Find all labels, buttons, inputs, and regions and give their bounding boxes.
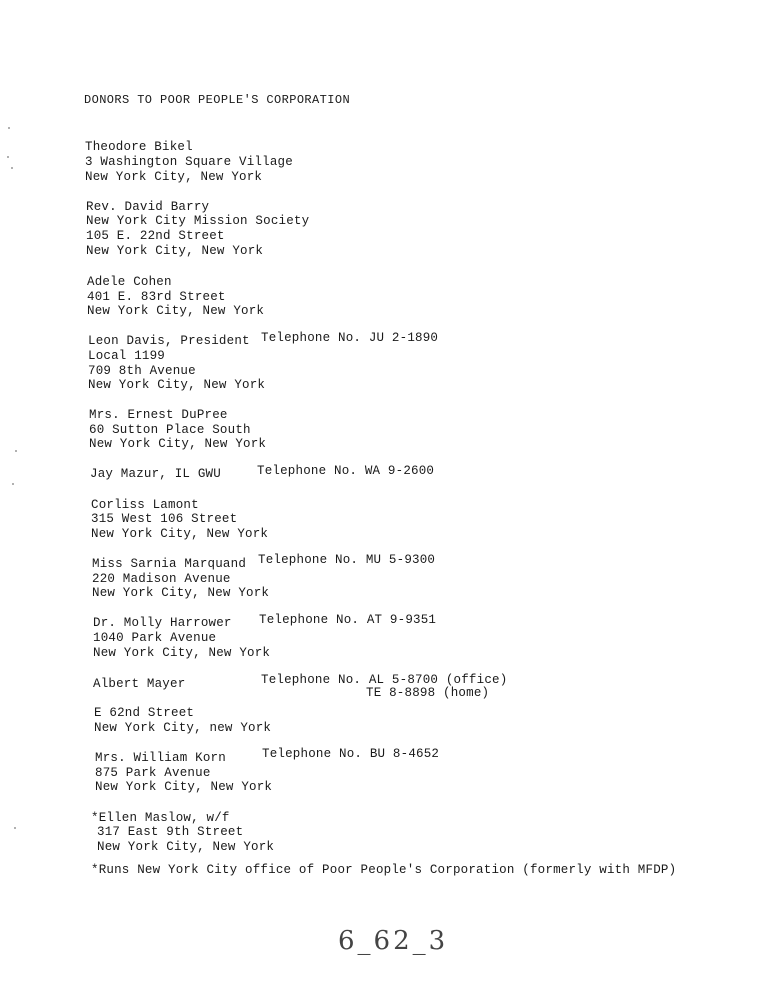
donor-line: Dr. Molly Harrower xyxy=(93,616,232,630)
donor-line: 105 E. 22nd Street xyxy=(86,229,225,243)
donor-line: 317 East 9th Street xyxy=(97,825,244,839)
donor-line: Rev. David Barry xyxy=(86,200,210,214)
donor-line: 709 8th Avenue xyxy=(88,364,196,378)
donor-line: New York City, New York xyxy=(87,304,265,318)
telephone-line: Telephone No. BU 8-4652 xyxy=(262,747,440,761)
donor-line: Local 1199 xyxy=(88,349,166,363)
donor-line: New York City, New York xyxy=(92,586,270,600)
donor-line: Mrs. Ernest DuPree xyxy=(89,408,228,422)
donor-line: 3 Washington Square Village xyxy=(85,155,293,169)
donor-line: New York City, New York xyxy=(85,170,263,184)
scan-speck xyxy=(7,156,9,158)
donor-line: Adele Cohen xyxy=(87,275,172,289)
donor-line: Jay Mazur, IL GWU xyxy=(90,467,221,481)
donor-line: New York City, new York xyxy=(94,721,272,735)
donor-line: Corliss Lamont xyxy=(91,498,199,512)
donor-line: New York City, New York xyxy=(91,527,269,541)
page-title: DONORS TO POOR PEOPLE'S CORPORATION xyxy=(84,93,351,107)
donor-line: New York City, New York xyxy=(97,840,275,854)
donor-line: New York City, New York xyxy=(86,244,264,258)
telephone-line: Telephone No. AT 9-9351 xyxy=(259,613,437,627)
donor-line: E 62nd Street xyxy=(94,706,195,720)
donor-line: 220 Madison Avenue xyxy=(92,572,231,586)
donor-line: Theodore Bikel xyxy=(85,140,193,154)
donor-line: New York City, New York xyxy=(89,437,267,451)
donor-line: 60 Sutton Place South xyxy=(89,423,251,437)
scan-speck xyxy=(14,827,16,829)
donor-line: Miss Sarnia Marquand xyxy=(92,557,247,571)
telephone-line: Telephone No. JU 2-1890 xyxy=(261,331,439,345)
scan-speck xyxy=(12,483,14,485)
donor-line: Leon Davis, President xyxy=(88,334,250,348)
donor-line: 1040 Park Avenue xyxy=(93,631,217,645)
donor-line: 315 West 106 Street xyxy=(91,512,238,526)
telephone-line: Telephone No. AL 5-8700 (office) xyxy=(261,673,508,687)
donor-line: New York City, New York xyxy=(93,646,271,660)
telephone-line: TE 8-8898 (home) xyxy=(366,686,490,700)
donor-line: New York City, New York xyxy=(95,780,273,794)
donor-line: *Ellen Maslow, w/f xyxy=(91,811,230,825)
scan-speck xyxy=(8,127,10,129)
donor-line: Mrs. William Korn xyxy=(95,751,226,765)
donor-line: New York City Mission Society xyxy=(86,214,310,228)
donor-line: New York City, New York xyxy=(88,378,266,392)
handwritten-page-number: 6_62_3 xyxy=(338,926,449,956)
donor-line: Albert Mayer xyxy=(93,677,186,691)
telephone-line: Telephone No. MU 5-9300 xyxy=(258,553,436,567)
scan-speck xyxy=(15,450,17,452)
scan-speck xyxy=(11,167,13,169)
donor-line: 875 Park Avenue xyxy=(95,766,211,780)
footnote-line: *Runs New York City office of Poor People's Corporation (formerly with MFDP) xyxy=(91,863,677,877)
donor-line: 401 E. 83rd Street xyxy=(87,290,226,304)
telephone-line: Telephone No. WA 9-2600 xyxy=(257,464,435,478)
